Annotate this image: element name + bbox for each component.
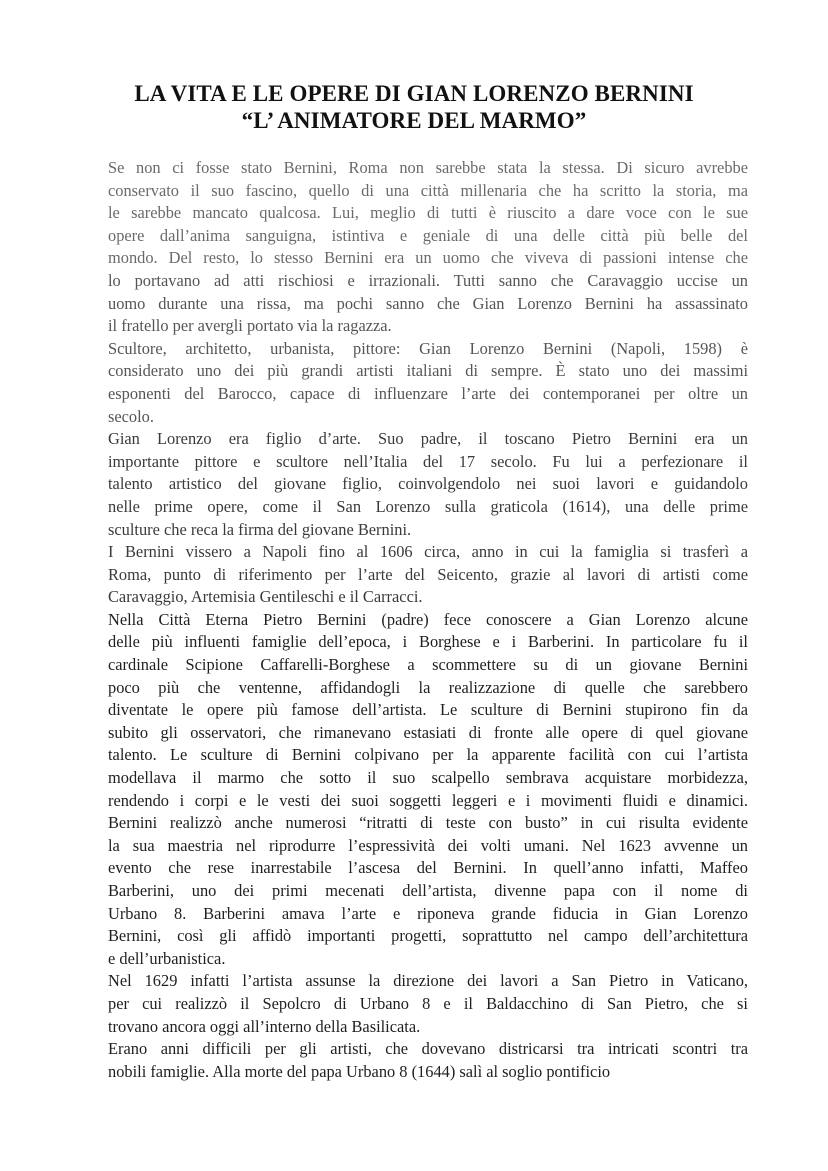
document-title (60, 80, 768, 134)
title-line-2: “L’ ANIMATORE DEL MARMO” (241, 108, 587, 133)
body-line: sculture che reca la firma del giovane Bernini. (108, 519, 412, 539)
body-line: poco più che ventenne, affidandogli la realizzazione di quelle che sarebbero (108, 677, 748, 697)
body-line: nobili famiglie. Alla morte del papa Urbano 8 (1644) salì al soglio pontificio (108, 1061, 611, 1081)
body-line: trovano ancora oggi all’interno della Basilicata. (108, 1016, 421, 1036)
body-line: Barberini, uno dei primi mecenati dell’artista, divenne papa con il nome di (108, 881, 748, 900)
body-line: mondo. Del resto, lo stesso Bernini era un uomo che viveva di passioni intense che (108, 248, 748, 268)
body-line: rendendo i corpi e le vesti dei suoi soggetti leggeri e i movimenti fluidi e dinamici. (108, 790, 748, 810)
body-line: evento che rese inarrestabile l’ascesa del Bernini. In quell’anno infatti, Maffeo (108, 858, 748, 878)
body-line: Bernini realizzò anche numerosi “ritratti di teste con busto” in cui risulta evidente (108, 813, 748, 833)
body-line: Nel 1629 infatti l’artista assunse la direzione dei lavori a San Pietro in Vaticano, (108, 971, 748, 991)
body-line: Bernini, così gli affidò importanti progetti, soprattutto nel campo dell’architettura (108, 926, 748, 946)
body-line: le sarebbe mancato qualcosa. Lui, meglio di tutti è riuscito a dare voce con le sue (108, 203, 748, 223)
body-line: I Bernini vissero a Napoli fino al 1606 circa, anno in cui la famiglia si trasferì a (108, 542, 748, 562)
body-line: Erano anni difficili per gli artisti, che dovevano districarsi tra intricati scontri tra (108, 1039, 748, 1059)
body-line: talento. Le sculture di Bernini colpivano per la apparente facilità con cui l’artista (108, 745, 748, 765)
body-line: lo portavano ad atti rischiosi e irrazionali. Tutti sanno che Caravaggio uccise un (108, 270, 748, 290)
body-line: considerato uno dei più grandi artisti italiani di sempre. È stato uno dei massimi (108, 361, 748, 381)
body-line: importante pittore e scultore nell’Italia del 17 secolo. Fu lui a perfezionare il (108, 451, 748, 471)
body-line: per cui realizzò il Sepolcro di Urbano 8 e il Baldacchino di San Pietro, che si (108, 993, 748, 1013)
body-line: nelle prime opere, come il San Lorenzo sulla graticola (1614), una delle prime (108, 496, 748, 516)
body-line: e dell’urbanistica. (108, 948, 226, 968)
body-line: Scultore, architetto, urbanista, pittore: Gian Lorenzo Bernini (Napoli, 1598) è (108, 338, 748, 358)
title-line-1: LA VITA E LE OPERE DI GIAN LORENZO BERNINI (134, 81, 694, 106)
body-line: uomo durante una rissa, ma pochi sanno che Gian Lorenzo Bernini ha assassinato (108, 293, 748, 313)
body-line: modellava il marmo che sotto il suo scalpello sembrava acquistare morbidezza, (108, 768, 748, 788)
body-line: Nella Città Eterna Pietro Bernini (padre) fece conoscere a Gian Lorenzo alcune (108, 609, 748, 629)
body-line: secolo. (108, 406, 154, 426)
body-line: Caravaggio, Artemisia Gentileschi e il Carracci. (108, 587, 423, 607)
body-line: opere dall’anima sanguigna, istintiva e geniale di una delle città più belle del (108, 225, 748, 245)
body-line: Roma, punto di riferimento per l’arte del Seicento, grazie al lavori di artisti come (108, 564, 748, 584)
body-line: esponenti del Barocco, capace di influenzare l’arte dei contemporanei per oltre un (108, 383, 748, 403)
body-line: diventate le opere più famose dell’artista. Le sculture di Bernini stupirono fin da (108, 700, 748, 720)
body-line: cardinale Scipione Caffarelli-Borghese a scommettere su di un giovane Bernini (108, 655, 748, 675)
body-line: conservato il suo fascino, quello di una città millenaria che ha scritto la storia, ma (108, 180, 748, 200)
body-line: Urbano 8. Barberini amava l’arte e riponeva grande fiducia in Gian Lorenzo (108, 903, 748, 923)
body-line: Gian Lorenzo era figlio d’arte. Suo padre, il toscano Pietro Bernini era un (108, 429, 748, 449)
body-line: subito gli osservatori, che rimanevano estasiati di fronte alle opere di quel giovane (108, 722, 748, 742)
body-line: talento artistico del giovane figlio, coinvolgendolo nei suoi lavori e guidandolo (108, 474, 748, 494)
body-line: delle più influenti famiglie dell’epoca, i Borghese e i Barberini. In particolare fu il (108, 632, 748, 652)
document-body (108, 157, 748, 1083)
body-line: la sua maestria nel riprodurre l’espressività dei volti umani. Nel 1623 avvenne un (108, 835, 748, 855)
body-line: il fratello per avergli portato via la ragazza. (108, 316, 392, 336)
body-line: Se non ci fosse stato Bernini, Roma non sarebbe stata la stessa. Di sicuro avrebbe (108, 158, 748, 177)
